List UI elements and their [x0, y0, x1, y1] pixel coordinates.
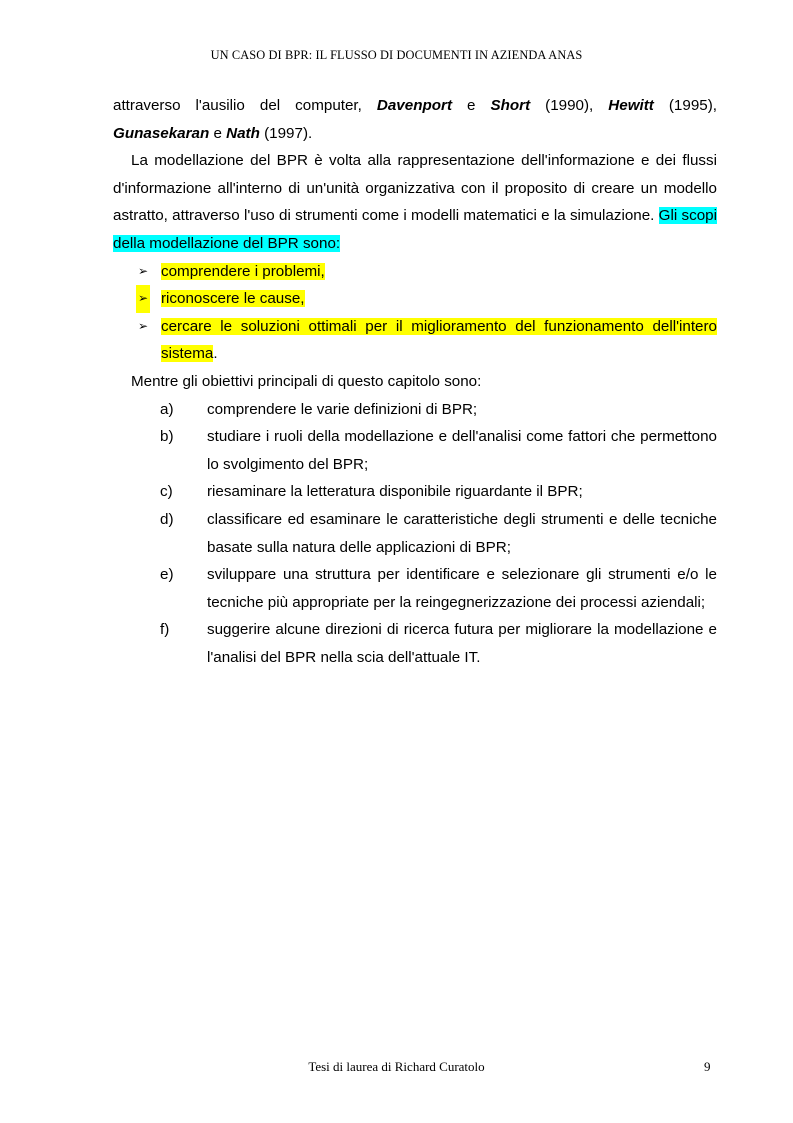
author-name: Short: [490, 97, 531, 114]
author-name: Davenport: [376, 97, 452, 114]
list-item: b) studiare i ruoli della modellazione e dell'analisi come fattori che permettono lo svolgimento del BPR;: [113, 423, 717, 478]
author-name: Nath: [226, 124, 260, 142]
list-marker: c): [160, 483, 173, 501]
highlighted-text: riconoscere le cause,: [161, 290, 305, 308]
goals-list: [113, 258, 717, 368]
objectives-intro: Mentre gli obiettivi principali di questo capitolo sono:: [131, 372, 482, 390]
list-item: a) comprendere le varie definizioni di BPR;: [113, 396, 717, 424]
list-marker: a): [160, 400, 174, 418]
author-name: Hewitt: [608, 97, 654, 114]
list-marker: d): [160, 510, 174, 528]
list-item: e) sviluppare una struttura per identificare e selezionare gli strumenti e/o le tecniche più appropriate per la reingegnerizzazione dei processi aziendali;: [113, 561, 717, 616]
paragraph-citations: attraverso l'ausilio del computer, Davenport e Short (1990), Hewitt (1995),: [113, 97, 717, 114]
paragraph-citations-end: Gunasekaran e Nath (1997).: [113, 124, 313, 142]
highlighted-text: Gli scopi della modellazione del BPR sono:: [113, 207, 717, 252]
arrowhead-bullet-icon: ➢: [136, 285, 150, 313]
highlighted-text: comprendere i problemi,: [161, 262, 325, 280]
list-marker: f): [160, 621, 170, 639]
arrowhead-bullet-icon: ➢: [137, 263, 149, 278]
author-name: Gunasekaran: [113, 124, 210, 142]
list-item: [113, 285, 717, 313]
page-body: [113, 92, 717, 671]
objectives-list: [113, 396, 717, 672]
list-marker: e): [160, 566, 174, 584]
highlighted-text: cercare le soluzioni ottimali per il miglioramento del funzionamento dell'intero sistema: [161, 317, 717, 363]
running-footer: Tesi di laurea di Richard Curatolo: [308, 1059, 485, 1074]
list-item: d) classificare ed esaminare le caratteristiche degli strumenti e delle tecniche basate sulla natura delle applicazioni di BPR;: [113, 506, 717, 561]
list-item: ➢ cercare le soluzioni ottimali per il miglioramento del funzionamento dell'intero sistema.: [113, 313, 717, 368]
page-number: 9: [704, 1059, 711, 1074]
list-item: [113, 258, 717, 286]
list-item: f) suggerire alcune direzioni di ricerca futura per migliorare la modellazione e l'analisi del BPR nella scia dell'attuale IT.: [113, 616, 717, 671]
paragraph-bpr-modeling: La modellazione del BPR è volta alla rappresentazione dell'informazione e dei flussi d'informazione all'interno di un'unità organizzativa con il proposito di creare un modello astratto, attraverso l'uso di strumenti come i modelli matematici e la simulazione. Gli scopi della modellazione del BPR sono:: [113, 152, 717, 252]
running-header: UN CASO DI BPR: IL FLUSSO DI DOCUMENTI IN AZIENDA ANAS: [210, 48, 583, 62]
list-item: c) riesaminare la letteratura disponibile riguardante il BPR;: [113, 478, 717, 506]
list-marker: b): [160, 428, 174, 446]
arrowhead-bullet-icon: ➢: [137, 318, 149, 333]
